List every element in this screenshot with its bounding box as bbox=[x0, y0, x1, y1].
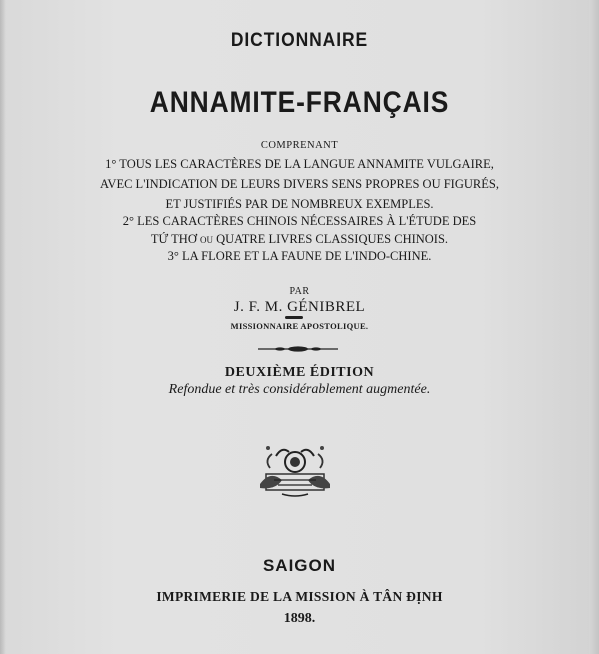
city: SAIGON bbox=[262, 556, 337, 575]
content-line-4: 2° LES CARACTÈRES CHINOIS NÉCESSAIRES À L'ÉTUDE DES bbox=[122, 214, 477, 228]
content-line-5: TỨ THƠ ou QUATRE LIVRES CLASSIQUES CHINOIS. bbox=[150, 232, 449, 246]
author-underline-dash bbox=[285, 316, 303, 319]
printer: IMPRIMERIE DE LA MISSION À TÂN ĐỊNH bbox=[156, 589, 443, 604]
content-line-3: ET JUSTIFIÉS PAR DE NOMBREUX EXEMPLES. bbox=[165, 197, 434, 211]
title-line-2: ANNAMITE-FRANÇAIS bbox=[149, 86, 450, 119]
content-line-2: AVEC L'INDICATION DE LEURS DIVERS SENS PROPRES OU FIGURÉS, bbox=[100, 177, 499, 191]
author-title: MISSIONNAIRE APOSTOLIQUE. bbox=[230, 321, 369, 331]
printer-ornament-vignette bbox=[256, 440, 334, 498]
ornamental-rule bbox=[258, 346, 338, 352]
publication-year: 1898. bbox=[283, 611, 316, 626]
edition-heading: DEUXIÈME ÉDITION bbox=[224, 365, 375, 380]
content-line-6: 3° LA FLORE ET LA FAUNE DE L'INDO-CHINE. bbox=[167, 249, 432, 263]
comprenant-label: COMPRENANT bbox=[260, 140, 339, 151]
title-line-1: DICTIONNAIRE bbox=[230, 30, 369, 51]
author-name: J. F. M. GÉNIBREL bbox=[233, 299, 366, 315]
par-label: PAR bbox=[289, 286, 310, 297]
edition-note: Refondue et très considérablement augmentée. bbox=[168, 382, 431, 397]
content-line-1: 1° TOUS LES CARACTÈRES DE LA LANGUE ANNAMITE VULGAIRE, bbox=[105, 157, 494, 171]
